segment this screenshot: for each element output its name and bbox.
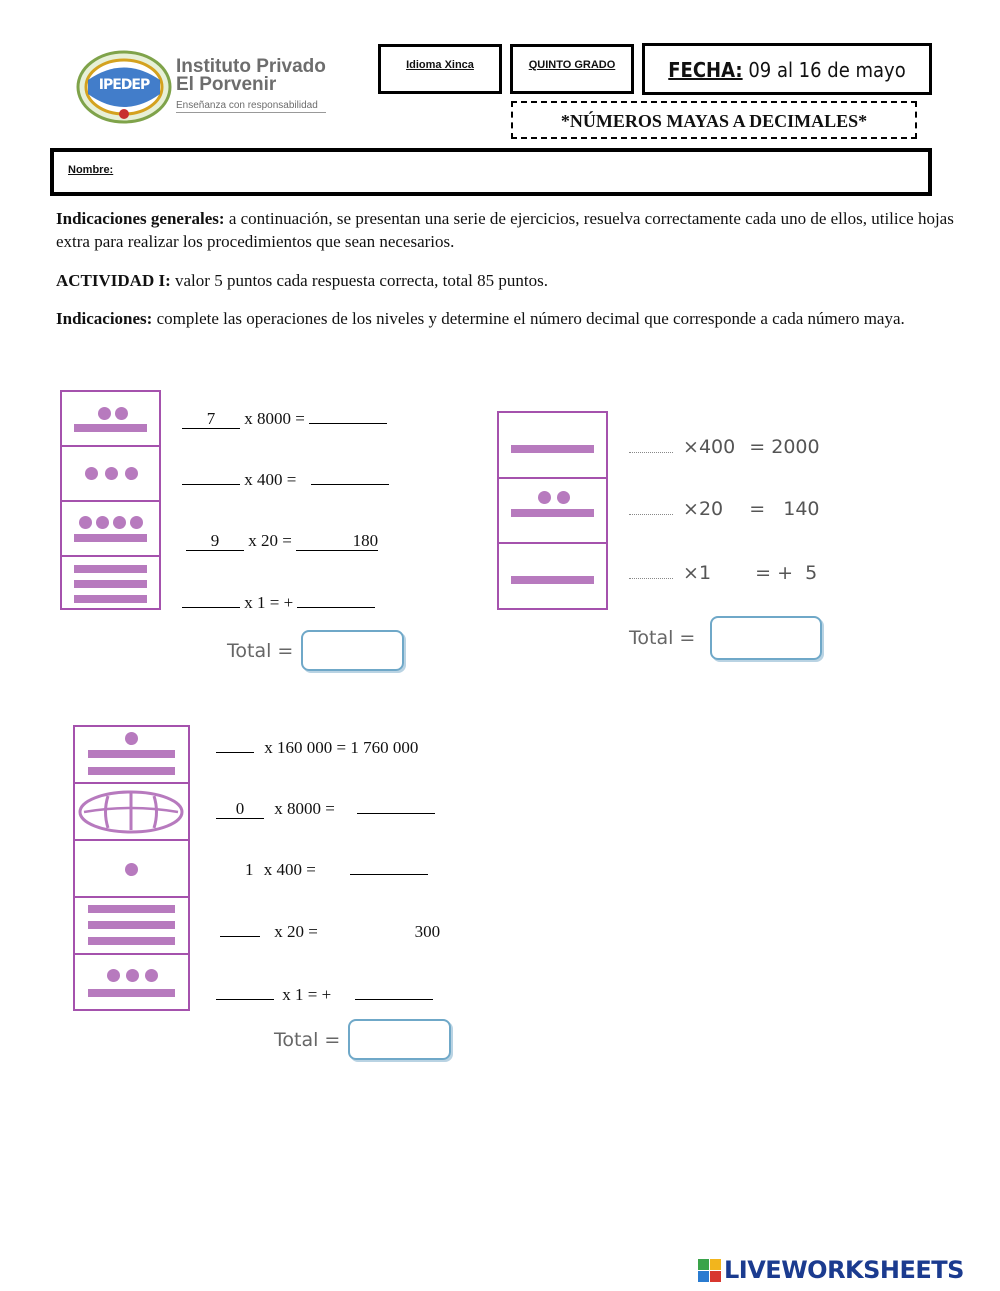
ex3-row-4: [220, 922, 440, 942]
topic-title: *NÚMEROS MAYAS A DECIMALES*: [560, 111, 868, 131]
maya-dot: [115, 407, 128, 420]
shell-zero-icon: [75, 784, 188, 839]
maya-dot: [105, 467, 118, 480]
ex1-row-3: [186, 531, 378, 551]
school-name-line2: El Porvenir: [176, 74, 277, 95]
ex2-multiplier: ×20: [683, 498, 724, 520]
maya-bar: [511, 509, 594, 517]
ex1-total-label: Total =: [227, 640, 294, 662]
ex1-multiplier: x 1 = +: [244, 593, 294, 612]
specific-instructions-label: Indicaciones:: [56, 309, 153, 328]
maya-level: [499, 413, 606, 479]
ex3-digit-input[interactable]: [220, 936, 260, 937]
maya-number-2: [497, 411, 608, 610]
grade-label: QUINTO GRADO: [528, 59, 616, 71]
ex1-row-4: [182, 593, 375, 613]
ex2-digit-input[interactable]: [629, 452, 673, 453]
school-slogan: Enseñanza con responsabilidad: [176, 100, 326, 113]
maya-level: [75, 841, 188, 898]
date-box: [642, 43, 932, 95]
ex3-row-1: [216, 738, 418, 758]
ex3-result-input[interactable]: [357, 813, 435, 814]
maya-dot: [125, 467, 138, 480]
ex2-multiplier: ×1: [683, 562, 712, 584]
maya-bar: [88, 750, 175, 758]
ex3-row-5: [216, 985, 433, 1005]
maya-bar: [74, 534, 147, 542]
topic-box: [511, 101, 917, 139]
maya-level: [75, 784, 188, 841]
activity-text: valor 5 puntos cada respuesta correcta, total 85 puntos.: [170, 271, 548, 290]
ex1-result-input[interactable]: [311, 484, 389, 485]
maya-dot: [557, 491, 570, 504]
specific-instructions: [56, 307, 956, 330]
school-name: [176, 58, 326, 113]
ex3-multiplier: x 160 000 = 1 760 000: [264, 738, 419, 757]
ex1-multiplier: x 20 =: [248, 531, 292, 550]
ex2-equation: = 140: [749, 498, 820, 520]
maya-dot: [125, 863, 138, 876]
ex1-row-1: [182, 409, 387, 429]
activity-info: [56, 269, 956, 292]
maya-bar: [88, 989, 175, 997]
maya-bar: [88, 767, 175, 775]
ex3-multiplier: x 8000 =: [274, 799, 335, 818]
ex3-multiplier: x 20 =: [274, 922, 318, 941]
maya-level: [62, 502, 159, 557]
subject-box: [378, 44, 502, 94]
maya-level: [62, 392, 159, 447]
ex1-digit-input[interactable]: 7: [182, 410, 240, 429]
maya-bar: [88, 937, 175, 945]
maya-level: [499, 544, 606, 610]
ex3-result-input[interactable]: [355, 999, 433, 1000]
ex3-digit-input[interactable]: 0: [216, 800, 264, 819]
ex3-multiplier: x 1 = +: [282, 985, 332, 1004]
ex3-digit-input[interactable]: 1: [245, 860, 254, 879]
maya-dot: [126, 969, 139, 982]
subject-label: Idioma Xinca: [406, 59, 474, 71]
general-instructions: [56, 207, 956, 253]
maya-dot: [96, 516, 109, 529]
maya-bar: [74, 424, 147, 432]
ex2-digit-input[interactable]: [629, 514, 673, 515]
activity-label: ACTIVIDAD I:: [56, 271, 171, 290]
liveworksheets-icon: [698, 1259, 722, 1283]
maya-level: [75, 898, 188, 955]
ex2-total-label: Total =: [629, 627, 696, 649]
ex2-equation: = 2000: [749, 436, 820, 458]
ex1-digit-input[interactable]: 9: [186, 532, 244, 551]
maya-bar: [74, 565, 147, 573]
name-label: Nombre:: [68, 164, 114, 176]
specific-instructions-text: complete las operaciones de los niveles y determine el número decimal que corresponde a cada número maya.: [152, 309, 905, 328]
name-field[interactable]: [50, 148, 932, 196]
grade-box: [510, 44, 634, 94]
ex1-multiplier: x 400 =: [244, 470, 297, 489]
maya-bar: [88, 905, 175, 913]
ex3-result-input[interactable]: 300: [414, 922, 441, 941]
maya-dot: [107, 969, 120, 982]
maya-level: [62, 447, 159, 502]
maya-bar: [88, 921, 175, 929]
general-instructions-text: a continuación, se presentan una serie de ejercicios, resuelva correctamente cada uno de ellos, utilice hojas extra para realizar los procedimientos que sean necesarios.: [56, 209, 954, 251]
maya-number-1: [60, 390, 161, 610]
maya-level: [75, 955, 188, 1011]
maya-level: [62, 557, 159, 610]
ex2-multiplier: ×400: [683, 436, 736, 458]
ex1-result-input[interactable]: [297, 607, 375, 608]
date-label: FECHA:: [668, 58, 743, 82]
maya-dot: [125, 732, 138, 745]
maya-bar: [74, 580, 147, 588]
ex3-multiplier: x 400 =: [263, 860, 316, 879]
maya-bar: [74, 595, 147, 603]
logo-letters: IPEDEP: [98, 77, 150, 93]
ex2-row-3: [629, 562, 817, 584]
maya-dot: [130, 516, 143, 529]
maya-dot: [113, 516, 126, 529]
school-name-line1: Instituto Privado: [176, 56, 326, 77]
maya-number-3: [73, 725, 190, 1011]
ex1-row-2: [182, 470, 389, 490]
maya-bar: [511, 445, 594, 453]
ex1-total-input[interactable]: [301, 630, 404, 671]
ex1-multiplier: x 8000 =: [244, 409, 305, 428]
maya-dot: [85, 467, 98, 480]
ex3-total-input[interactable]: [348, 1019, 451, 1060]
maya-level: [75, 727, 188, 784]
maya-dot: [538, 491, 551, 504]
ex3-digit-input[interactable]: [216, 752, 254, 753]
ex2-equation: = + 5: [755, 562, 818, 584]
maya-level: [499, 479, 606, 544]
ex1-result-input[interactable]: [309, 423, 387, 424]
general-instructions-label: Indicaciones generales:: [56, 209, 225, 228]
ex2-total-input[interactable]: [710, 616, 822, 660]
maya-dot: [145, 969, 158, 982]
ex3-result-input[interactable]: [350, 874, 428, 875]
liveworksheets-brand: LIVEWORKSHEETS: [724, 1256, 964, 1284]
maya-dot: [98, 407, 111, 420]
ex3-row-2: [216, 799, 435, 819]
maya-dot: [79, 516, 92, 529]
ex2-row-1: [629, 436, 820, 458]
date-value: 09 al 16 de mayo: [748, 58, 906, 82]
ex2-digit-input[interactable]: [629, 578, 673, 579]
ex2-row-2: [629, 498, 820, 520]
school-logo: [76, 50, 172, 124]
ex1-result-input[interactable]: 180: [296, 532, 378, 551]
maya-bar: [511, 576, 594, 584]
ex1-digit-input[interactable]: [182, 607, 240, 608]
ex3-digit-input[interactable]: [216, 999, 274, 1000]
ex1-digit-input[interactable]: [182, 484, 240, 485]
ex3-total-label: Total =: [274, 1029, 341, 1051]
ex3-row-3: [245, 860, 428, 880]
